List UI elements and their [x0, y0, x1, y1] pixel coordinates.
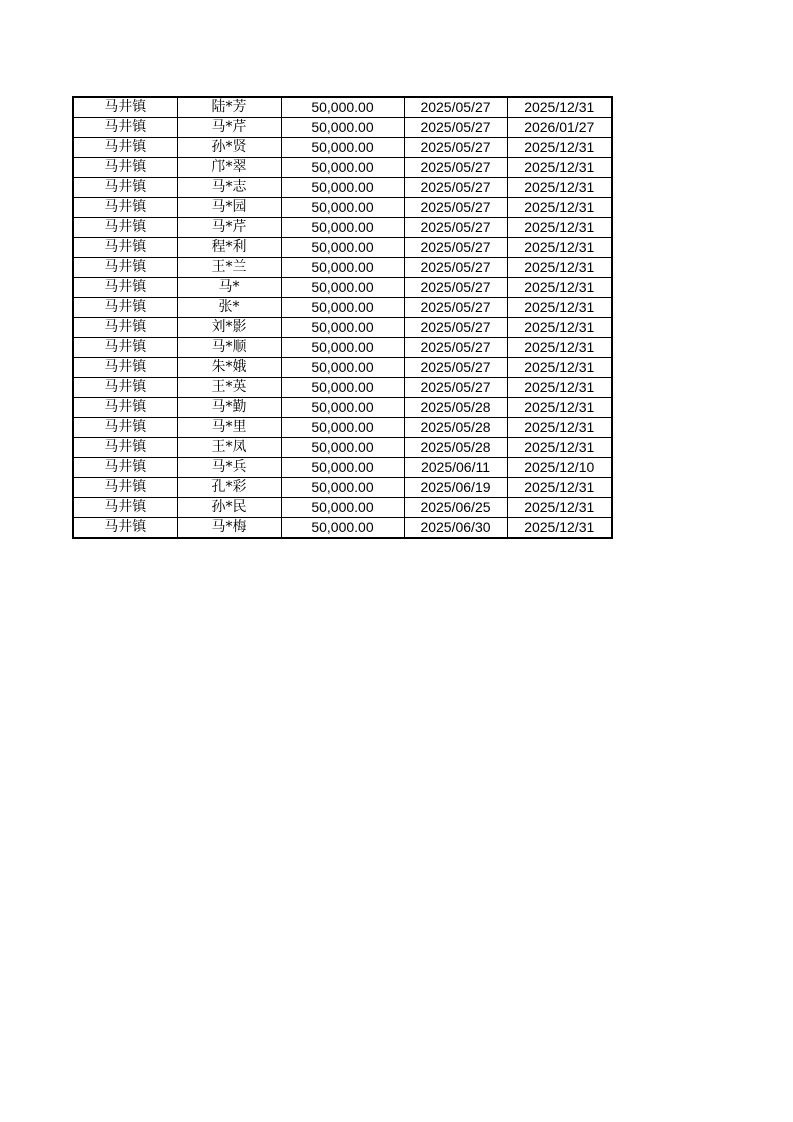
table-row — [73, 158, 612, 178]
amount-cell: 50,000.00 — [281, 458, 404, 478]
name-cell: 程*利 — [177, 238, 281, 258]
end-date-cell: 2025/12/31 — [507, 478, 612, 498]
town-cell: 马井镇 — [73, 458, 177, 478]
start-date-cell: 2025/05/27 — [404, 198, 507, 218]
table-row — [73, 278, 612, 298]
town-cell: 马井镇 — [73, 218, 177, 238]
town-cell: 马井镇 — [73, 178, 177, 198]
town-cell: 马井镇 — [73, 318, 177, 338]
name-cell: 马* — [177, 278, 281, 298]
town-cell: 马井镇 — [73, 298, 177, 318]
end-date-cell: 2025/12/31 — [507, 97, 612, 118]
table-row — [73, 318, 612, 338]
end-date-cell: 2025/12/31 — [507, 338, 612, 358]
start-date-cell: 2025/05/27 — [404, 358, 507, 378]
table-row — [73, 258, 612, 278]
start-date-cell: 2025/05/27 — [404, 298, 507, 318]
amount-cell: 50,000.00 — [281, 358, 404, 378]
start-date-cell: 2025/05/27 — [404, 278, 507, 298]
amount-cell: 50,000.00 — [281, 158, 404, 178]
town-cell: 马井镇 — [73, 258, 177, 278]
data-table — [72, 96, 613, 539]
town-cell: 马井镇 — [73, 378, 177, 398]
name-cell: 马*芹 — [177, 218, 281, 238]
table-row — [73, 238, 612, 258]
amount-cell: 50,000.00 — [281, 518, 404, 539]
name-cell: 王*凤 — [177, 438, 281, 458]
table-body — [73, 97, 612, 538]
town-cell: 马井镇 — [73, 358, 177, 378]
town-cell: 马井镇 — [73, 158, 177, 178]
amount-cell: 50,000.00 — [281, 97, 404, 118]
amount-cell: 50,000.00 — [281, 138, 404, 158]
start-date-cell: 2025/05/28 — [404, 418, 507, 438]
town-cell: 马井镇 — [73, 97, 177, 118]
town-cell: 马井镇 — [73, 478, 177, 498]
start-date-cell: 2025/05/27 — [404, 378, 507, 398]
name-cell: 马*芹 — [177, 118, 281, 138]
end-date-cell: 2025/12/31 — [507, 178, 612, 198]
name-cell: 马*勤 — [177, 398, 281, 418]
table-row — [73, 458, 612, 478]
table-row — [73, 198, 612, 218]
town-cell: 马井镇 — [73, 438, 177, 458]
amount-cell: 50,000.00 — [281, 178, 404, 198]
name-cell: 孙*贤 — [177, 138, 281, 158]
name-cell: 刘*影 — [177, 318, 281, 338]
end-date-cell: 2025/12/31 — [507, 138, 612, 158]
start-date-cell: 2025/06/30 — [404, 518, 507, 539]
start-date-cell: 2025/05/28 — [404, 398, 507, 418]
name-cell: 孙*民 — [177, 498, 281, 518]
end-date-cell: 2025/12/10 — [507, 458, 612, 478]
amount-cell: 50,000.00 — [281, 318, 404, 338]
table-row — [73, 418, 612, 438]
end-date-cell: 2025/12/31 — [507, 258, 612, 278]
table-row — [73, 118, 612, 138]
end-date-cell: 2025/12/31 — [507, 198, 612, 218]
start-date-cell: 2025/05/27 — [404, 158, 507, 178]
name-cell: 马*里 — [177, 418, 281, 438]
town-cell: 马井镇 — [73, 498, 177, 518]
end-date-cell: 2025/12/31 — [507, 318, 612, 338]
name-cell: 张* — [177, 298, 281, 318]
amount-cell: 50,000.00 — [281, 258, 404, 278]
amount-cell: 50,000.00 — [281, 498, 404, 518]
start-date-cell: 2025/06/19 — [404, 478, 507, 498]
name-cell: 马*顺 — [177, 338, 281, 358]
start-date-cell: 2025/06/11 — [404, 458, 507, 478]
table-row — [73, 338, 612, 358]
end-date-cell: 2025/12/31 — [507, 398, 612, 418]
amount-cell: 50,000.00 — [281, 438, 404, 458]
name-cell: 孔*彩 — [177, 478, 281, 498]
amount-cell: 50,000.00 — [281, 418, 404, 438]
amount-cell: 50,000.00 — [281, 118, 404, 138]
name-cell: 王*英 — [177, 378, 281, 398]
town-cell: 马井镇 — [73, 198, 177, 218]
start-date-cell: 2025/06/25 — [404, 498, 507, 518]
end-date-cell: 2025/12/31 — [507, 298, 612, 318]
end-date-cell: 2025/12/31 — [507, 358, 612, 378]
start-date-cell: 2025/05/27 — [404, 338, 507, 358]
name-cell: 马*梅 — [177, 518, 281, 539]
end-date-cell: 2025/12/31 — [507, 278, 612, 298]
start-date-cell: 2025/05/27 — [404, 118, 507, 138]
start-date-cell: 2025/05/27 — [404, 97, 507, 118]
amount-cell: 50,000.00 — [281, 478, 404, 498]
end-date-cell: 2026/01/27 — [507, 118, 612, 138]
amount-cell: 50,000.00 — [281, 238, 404, 258]
table-row — [73, 518, 612, 539]
end-date-cell: 2025/12/31 — [507, 238, 612, 258]
amount-cell: 50,000.00 — [281, 298, 404, 318]
name-cell: 邝*翠 — [177, 158, 281, 178]
name-cell: 王*兰 — [177, 258, 281, 278]
amount-cell: 50,000.00 — [281, 338, 404, 358]
table-row — [73, 97, 612, 118]
town-cell: 马井镇 — [73, 398, 177, 418]
table-row — [73, 438, 612, 458]
town-cell: 马井镇 — [73, 138, 177, 158]
start-date-cell: 2025/05/27 — [404, 138, 507, 158]
start-date-cell: 2025/05/27 — [404, 218, 507, 238]
end-date-cell: 2025/12/31 — [507, 218, 612, 238]
table-row — [73, 478, 612, 498]
table-row — [73, 378, 612, 398]
end-date-cell: 2025/12/31 — [507, 438, 612, 458]
start-date-cell: 2025/05/28 — [404, 438, 507, 458]
table-row — [73, 298, 612, 318]
amount-cell: 50,000.00 — [281, 198, 404, 218]
name-cell: 马*兵 — [177, 458, 281, 478]
start-date-cell: 2025/05/27 — [404, 258, 507, 278]
table-row — [73, 398, 612, 418]
amount-cell: 50,000.00 — [281, 218, 404, 238]
name-cell: 马*园 — [177, 198, 281, 218]
start-date-cell: 2025/05/27 — [404, 238, 507, 258]
table-row — [73, 178, 612, 198]
start-date-cell: 2025/05/27 — [404, 318, 507, 338]
name-cell: 马*志 — [177, 178, 281, 198]
start-date-cell: 2025/05/27 — [404, 178, 507, 198]
end-date-cell: 2025/12/31 — [507, 518, 612, 539]
name-cell: 陆*芳 — [177, 97, 281, 118]
end-date-cell: 2025/12/31 — [507, 418, 612, 438]
name-cell: 朱*娥 — [177, 358, 281, 378]
end-date-cell: 2025/12/31 — [507, 158, 612, 178]
town-cell: 马井镇 — [73, 118, 177, 138]
table-row — [73, 138, 612, 158]
table-row — [73, 498, 612, 518]
town-cell: 马井镇 — [73, 338, 177, 358]
town-cell: 马井镇 — [73, 418, 177, 438]
end-date-cell: 2025/12/31 — [507, 498, 612, 518]
amount-cell: 50,000.00 — [281, 278, 404, 298]
end-date-cell: 2025/12/31 — [507, 378, 612, 398]
amount-cell: 50,000.00 — [281, 378, 404, 398]
amount-cell: 50,000.00 — [281, 398, 404, 418]
town-cell: 马井镇 — [73, 238, 177, 258]
town-cell: 马井镇 — [73, 518, 177, 539]
table-row — [73, 358, 612, 378]
table-row — [73, 218, 612, 238]
town-cell: 马井镇 — [73, 278, 177, 298]
